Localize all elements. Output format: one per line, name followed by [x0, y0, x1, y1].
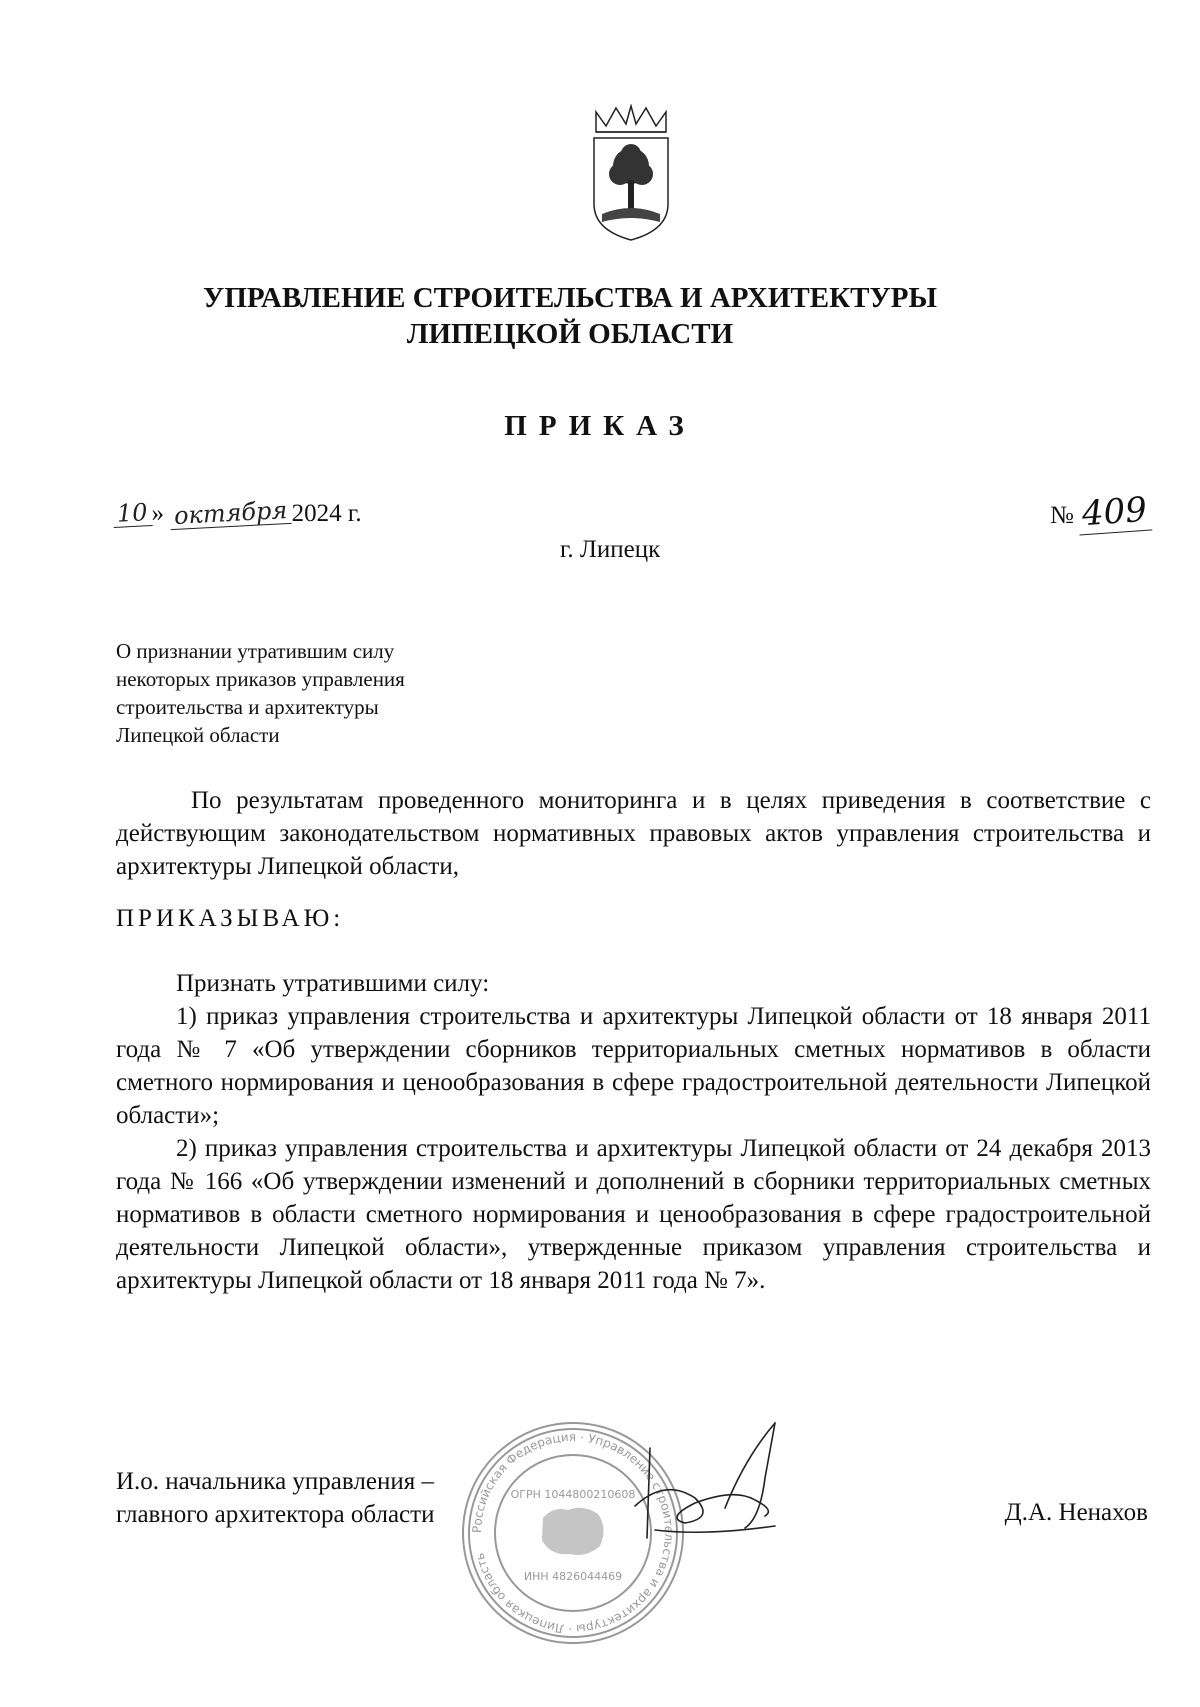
stamp-ogrn: ОГРН 1044800210608: [510, 1488, 636, 1501]
stamp-inn: ИНН 4826044469: [523, 1570, 623, 1583]
subject-line: Липецкой области: [116, 723, 280, 747]
subject-line: некоторых приказов управления: [116, 667, 405, 691]
number-prefix: №: [1050, 502, 1074, 529]
document-date: [113, 496, 362, 530]
date-day: 10: [112, 499, 152, 528]
preamble-paragraph: [116, 784, 1151, 883]
order-list-lead: Признать утратившими силу:: [176, 970, 490, 997]
number-value: 409: [1077, 490, 1153, 536]
preamble-text: По результатам проведенного мониторинга и в целях приведения в соответствие с действующим законодательством нормативных правовых актов управления строительства и архитектуры Липецкой области,: [116, 787, 1151, 880]
signatory-name: Д.А. Ненахов: [1004, 1499, 1148, 1526]
signature-icon: [625, 1418, 805, 1558]
order-list: [116, 967, 1151, 1297]
order-keyword: ПРИКАЗЫВАЮ:: [116, 905, 345, 932]
document-city: г. Липецк: [560, 536, 661, 563]
document-subject: [116, 637, 405, 749]
organization-name-line2: ЛИПЕЦКОЙ ОБЛАСТИ: [406, 318, 734, 350]
signatory-title: [116, 1465, 434, 1531]
date-year: 2024 г.: [291, 500, 362, 527]
signatory-title-line: главного архитектора области: [116, 1501, 435, 1528]
organization-name-line1: УПРАВЛЕНИЕ СТРОИТЕЛЬСТВА И АРХИТЕКТУРЫ: [203, 282, 937, 314]
stamp-emblem-icon: [542, 1508, 604, 1555]
date-month: октября: [170, 497, 293, 530]
coat-of-arms-icon: [588, 104, 674, 244]
date-quote: »: [151, 500, 165, 527]
stamp-ring-text: Российская Федерация · Управление строительства и архитектуры · Липецкая область: [469, 1429, 677, 1637]
document-type-title: ПРИКАЗ: [504, 410, 696, 442]
signatory-title-line: И.о. начальника управления –: [116, 1468, 434, 1495]
document-number: [1050, 489, 1151, 535]
subject-line: строительства и архитектуры: [116, 695, 379, 719]
order-list-item: 1) приказ управления строительства и архитектуры Липецкой области от 18 января 2011 года № 7 «Об утверждении сборников территориальных сметных нормативов в области сметного нормирования и ценообразования в сфере градостроительной деятельности Липецкой области»;: [116, 1003, 1151, 1129]
order-list-item: 2) приказ управления строительства и архитектуры Липецкой области от 24 декабря 2013 года № 166 «Об утверждении изменений и дополнений в сборники территориальных сметных нормативов в области сметного нормирования и ценообразования в сфере градостроительной деятельности Липецкой области», утвержденные приказом управления строительства и архитектуры Липецкой области от 18 января 2011 года № 7».: [116, 1135, 1151, 1294]
subject-line: О признании утратившим силу: [116, 639, 395, 663]
